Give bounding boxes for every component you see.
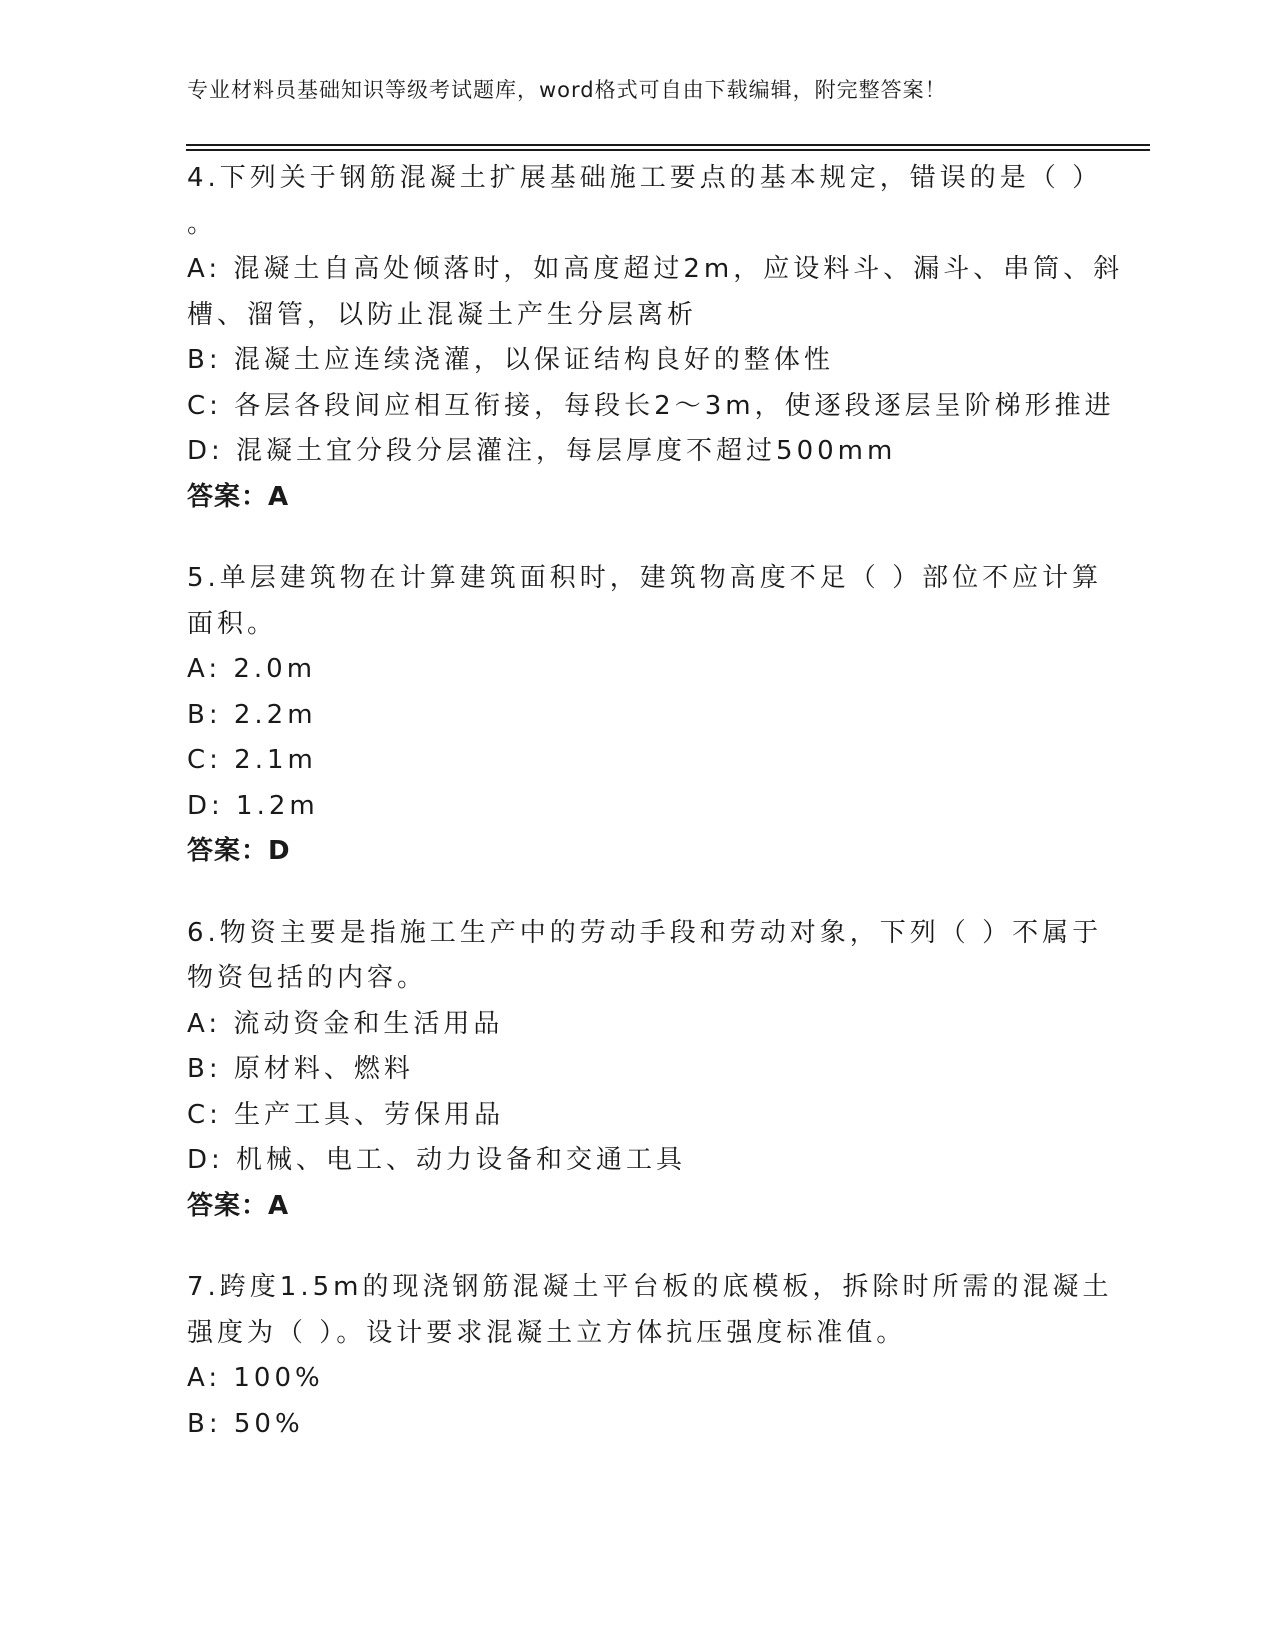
question-6 <box>187 911 1103 1230</box>
page-header: 专业材料员基础知识等级考试题库，word格式可自由下载编辑，附完整答案！ <box>187 78 947 102</box>
question-stem-line: 7.跨度1.5m的现浇钢筋混凝土平台板的底模板，拆除时所需的混凝土 <box>187 1272 1113 1302</box>
question-5 <box>187 556 1103 875</box>
question-stem-line: 面积。 <box>187 608 278 639</box>
question-7 <box>187 1265 1113 1447</box>
question-stem-line: 。 <box>187 208 218 239</box>
option-a: A: 100% <box>187 1363 324 1393</box>
question-stem-line: 4.下列关于钢筋混凝土扩展基础施工要点的基本规定，错误的是（ ） <box>187 163 1103 193</box>
option-d: D: 1.2m <box>187 790 319 821</box>
question-stem-line: 强度为（ ）。设计要求混凝土立方体抗压强度标准值。 <box>187 1317 907 1348</box>
header-double-rule <box>186 144 1150 151</box>
option-a: A: 混凝土自高处倾落时，如高度超过2m，应设料斗、漏斗、串筒、斜 <box>187 254 1124 284</box>
option-d: D: 机械、电工、动力设备和交通工具 <box>187 1145 687 1175</box>
option-c: C: 各层各段间应相互衔接，每段长2～3m，使逐段逐层呈阶梯形推进 <box>187 390 1115 421</box>
option-b: B: 原材料、燃料 <box>187 1054 414 1084</box>
option-b: B: 2.2m <box>187 699 317 730</box>
question-stem-line: 6.物资主要是指施工生产中的劳动手段和劳动对象，下列（ ）不属于 <box>187 917 1103 948</box>
option-c: C: 2.1m <box>187 745 317 775</box>
option-a: A: 流动资金和生活用品 <box>187 1008 504 1039</box>
question-list <box>187 156 1124 1483</box>
option-d: D: 混凝土宜分段分层灌注，每层厚度不超过500mm <box>187 436 897 466</box>
option-b: B: 混凝土应连续浇灌，以保证结构良好的整体性 <box>187 345 834 375</box>
answer-label: 答案：A <box>187 1190 290 1221</box>
question-stem-line: 物资包括的内容。 <box>187 963 428 993</box>
answer-label: 答案：A <box>187 481 290 512</box>
question-4 <box>187 156 1124 520</box>
answer-label: 答案：D <box>187 836 291 866</box>
option-a-continued: 槽、溜管，以防止混凝土产生分层离析 <box>187 299 698 330</box>
option-a: A: 2.0m <box>187 654 317 684</box>
option-c: C: 生产工具、劳保用品 <box>187 1099 505 1130</box>
option-b: B: 50% <box>187 1408 304 1439</box>
question-stem-line: 5.单层建筑物在计算建筑面积时，建筑物高度不足（ ）部位不应计算 <box>187 563 1103 593</box>
